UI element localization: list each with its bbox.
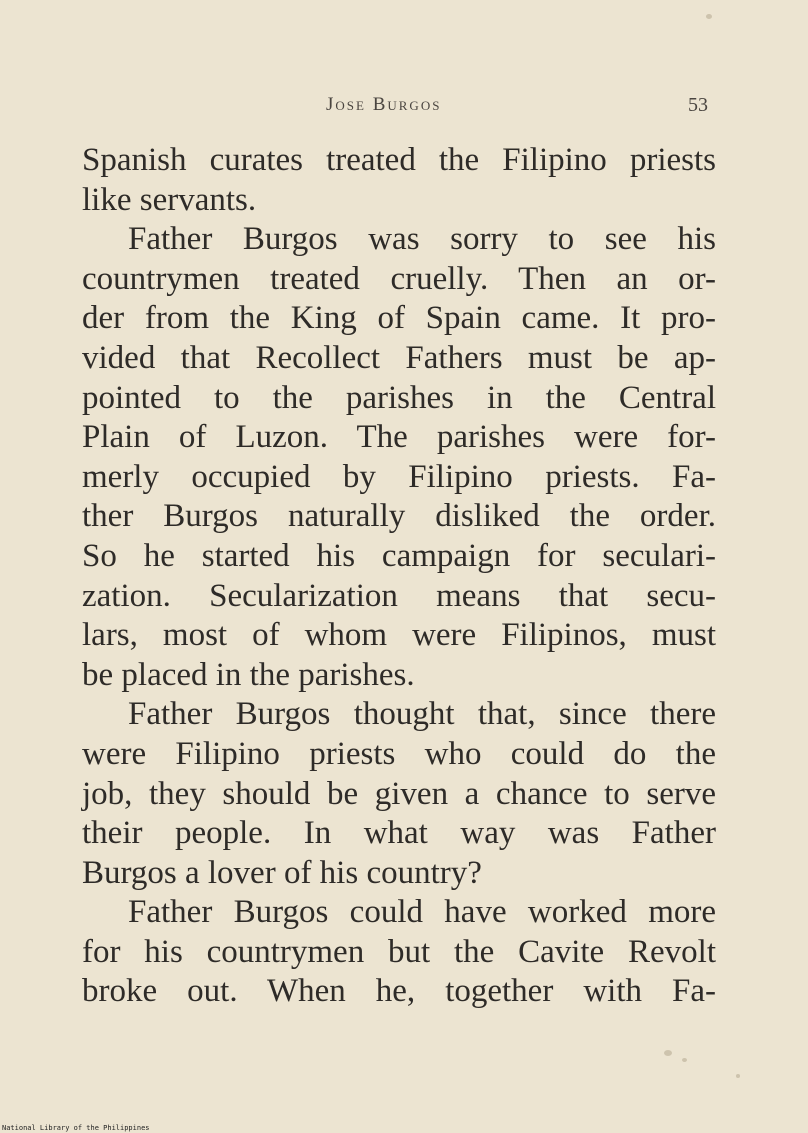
text-line: Plain of Luzon. The parishes were for-: [82, 419, 716, 456]
paper-blemish: [736, 1074, 740, 1078]
text-line: So he started his campaign for seculari-: [82, 537, 716, 574]
text-line: be placed in the parishes.: [82, 656, 415, 693]
paper-blemish: [664, 1050, 672, 1056]
page-header: [0, 94, 808, 124]
text-line: ther Burgos naturally disliked the order.: [82, 498, 716, 535]
text-line: Father Burgos was sorry to see his: [128, 221, 716, 258]
paragraph: [82, 141, 716, 220]
text-line: der from the King of Spain came. It pro-: [82, 300, 716, 337]
text-line: zation. Secularization means that secu-: [82, 577, 716, 614]
text-line: Father Burgos thought that, since there: [128, 696, 716, 733]
page-number: 53: [688, 94, 708, 116]
text-line: pointed to the parishes in the Central: [82, 379, 716, 416]
running-title: Jose Burgos: [326, 94, 442, 115]
text-line: countrymen treated cruelly. Then an or-: [82, 260, 716, 297]
text-line: for his countrymen but the Cavite Revolt: [82, 933, 716, 970]
text-line: Father Burgos could have worked more: [128, 894, 716, 931]
text-line: lars, most of whom were Filipinos, must: [82, 617, 716, 654]
text-line: merly occupied by Filipino priests. Fa-: [82, 458, 716, 495]
library-credit: National Library of the Philippines: [2, 1124, 150, 1132]
paragraph: [82, 220, 716, 695]
text-line: their people. In what way was Father: [82, 815, 716, 852]
text-line: Burgos a lover of his country?: [82, 854, 482, 891]
text-line: broke out. When he, together with Fa-: [82, 973, 716, 1010]
paragraph: [82, 893, 716, 1012]
text-line: like servants.: [82, 181, 257, 218]
paper-blemish: [682, 1058, 687, 1062]
paragraph: [82, 695, 716, 893]
text-line: vided that Recollect Fathers must be ap-: [82, 339, 716, 376]
paper-blemish: [706, 14, 712, 19]
body-text: [82, 141, 716, 1012]
text-line: were Filipino priests who could do the: [82, 735, 716, 772]
text-line: job, they should be given a chance to serve: [82, 775, 716, 812]
text-line: Spanish curates treated the Filipino priests: [82, 142, 716, 178]
